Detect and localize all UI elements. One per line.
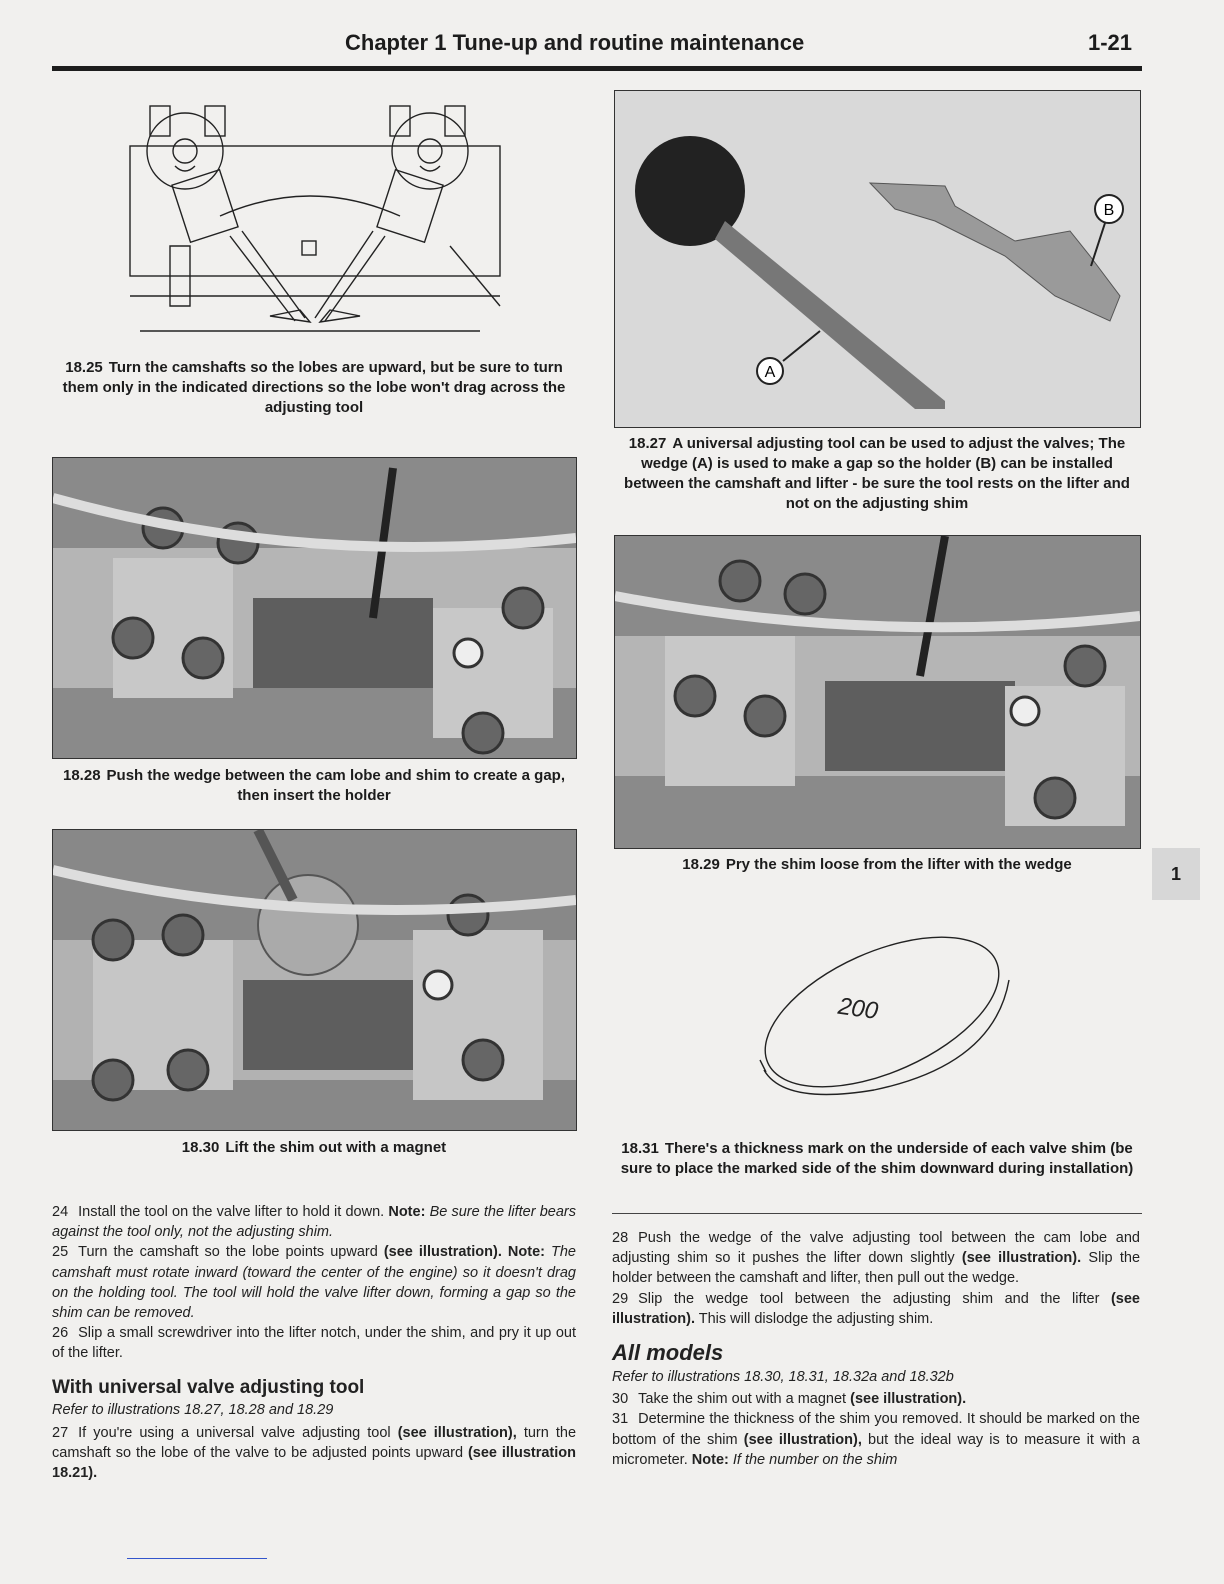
paragraph-27: 27 If you're using a universal valve adjusting tool (see illustration), turn the camshaft so the lobe of the valve to be adjusted points upward (see illustration 18.21). [52,1424,577,1482]
subhead-universal-tool: With universal valve adjusting tool [52,1376,365,1398]
holder-tool [870,183,1120,321]
chapter-side-tab: 1 [1152,848,1200,900]
figure-18-28-caption: 18.28 Push the wedge between the cam lobe and shim to create a gap, then insert the holder [63,767,565,804]
paragraph-29: 29 Slip the wedge tool between the adjusting shim and the lifter (see illustration). This will dislodge the adjusting shim. [612,1290,1140,1327]
footer-link-line [127,1558,267,1559]
paragraph-24: 24 Install the tool on the valve lifter to hold it down. Note: Be sure the lifter bears against the tool only, not the adjusting shim. [52,1204,576,1241]
right-column-rule [612,1213,1142,1214]
label-b: B [1103,202,1115,219]
figure-18-25-caption: 18.25 Turn the camshafts so the lobes are upward, but be sure to turn them only in the indicated directions so the lobe won't drag across the adjusting tool [62,359,566,416]
subhead-all-models: All models [612,1340,724,1366]
refer-illustrations-left: Refer to illustrations 18.27, 18.28 and 18.29 [52,1401,334,1418]
label-a: A [764,364,776,381]
wedge-blade [715,221,945,409]
figure-18-27-photo [614,90,1141,428]
camshaft-line-drawing [120,96,510,341]
page-number: 1-21 [1088,30,1133,55]
figure-18-31-caption: 18.31 There's a thickness mark on the underside of each valve shim (be sure to place the marked side of the shim downward during installation) [620,1140,1134,1177]
figure-18-30-photo [52,829,577,1131]
paragraph-25: 25 Turn the camshaft so the lobe points upward (see illustration). Note: The camshaft must rotate inward (toward the center of the engine) so it doesn't drag on the holding tool. The tool will hold the valve lifter down, forming a gap so the shim can be removed. [52,1244,577,1322]
figure-18-29-caption: 18.29 Pry the shim loose from the lifter with the wedge [682,856,1072,873]
chapter-title: Chapter 1 Tune-up and routine maintenance [345,30,805,55]
figure-18-28-photo [52,457,577,759]
figure-18-29-photo [614,535,1141,849]
paragraph-31: 31 Determine the thickness of the shim you removed. It should be marked on the bottom of the shim (see illustration), but the ideal way is to measure it with a micrometer. Note: If the number on the shim [612,1411,1140,1468]
adjusting-tool-illustration [615,91,1140,427]
figure-18-27-caption: 18.27 A universal adjusting tool can be used to adjust the valves; The wedge (A) is used to make a gap so the holder (B) can be installed between the camshaft and lifter - be sure the tool rests on the lifter and not on the adjusting shim [624,435,1130,512]
right-column-text [612,1228,1140,1470]
header-rule [52,66,1142,71]
paragraph-26: 26 Slip a small screwdriver into the lifter notch, under the shim, and pry it up out of the lifter. [52,1325,576,1362]
figure-18-31-drawing [750,930,1020,1100]
left-column-text [52,1202,576,1483]
refer-illustrations-right: Refer to illustrations 18.30, 18.31, 18.32a and 18.32b [612,1369,954,1386]
shim-drawing [750,930,1020,1100]
figure-18-25-drawing [120,96,510,341]
paragraph-28: 28 Push the wedge of the valve adjusting tool between the cam lobe and adjusting shim so it pushes the lifter down slightly (see illustration). Slip the holder between the camshaft and lifter, then pull out the wedge. [612,1230,1141,1287]
shim-thickness-mark: 200 [836,992,880,1025]
paragraph-30: 30 Take the shim out with a magnet (see illustration). [612,1391,967,1408]
figure-18-30-caption: 18.30 Lift the shim out with a magnet [181,1139,447,1156]
